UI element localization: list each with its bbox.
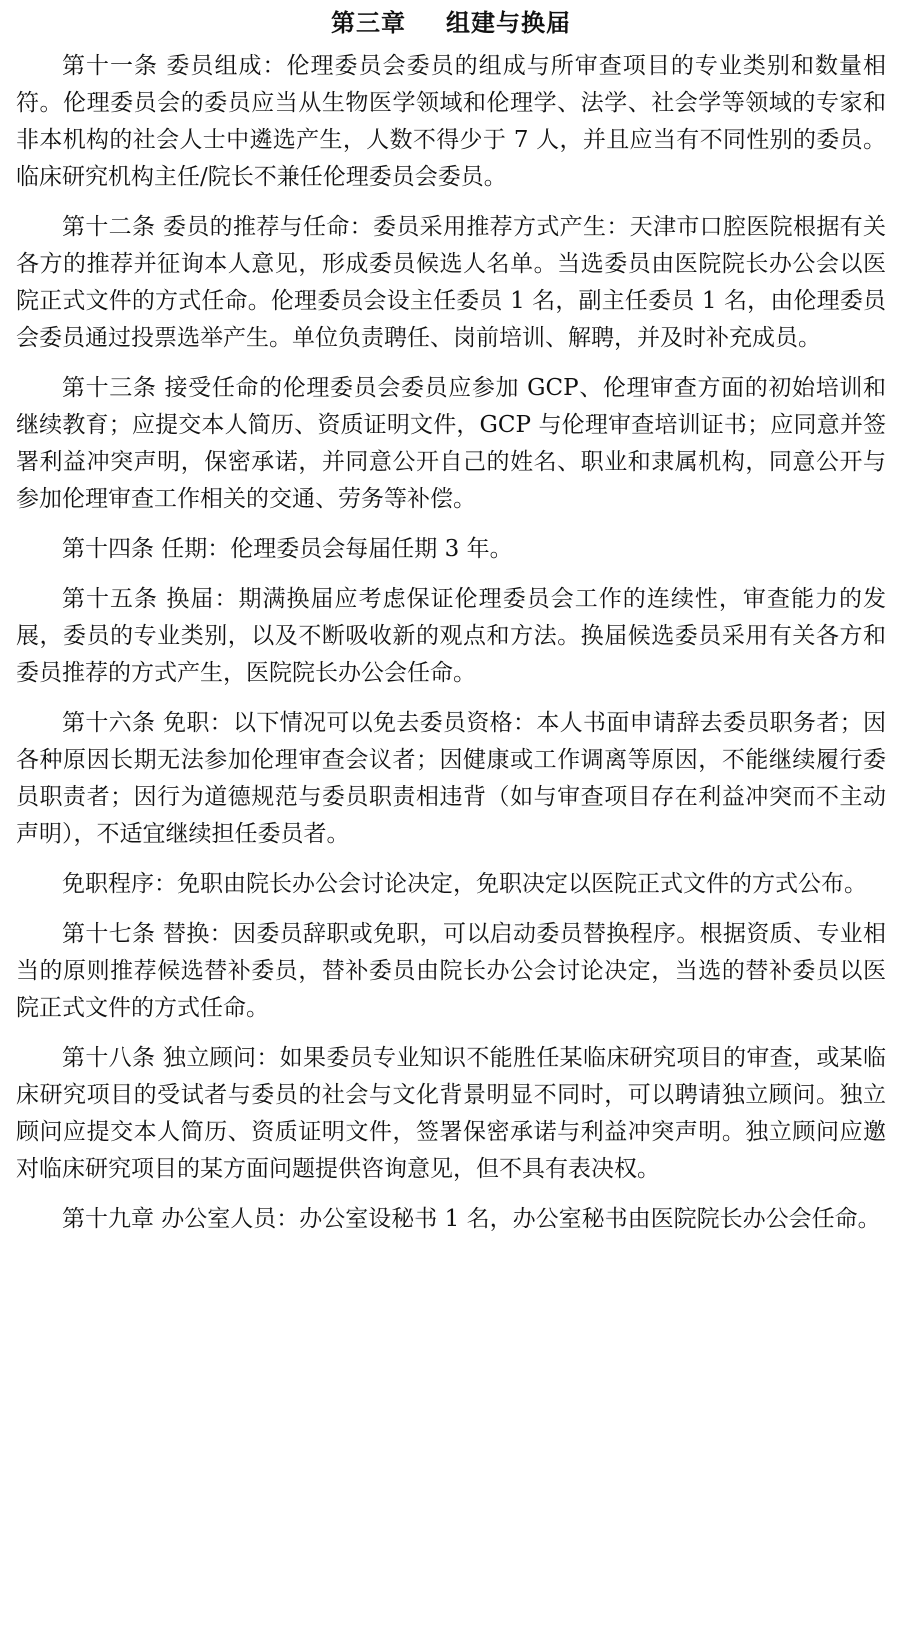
chapter-number: 第三章: [331, 8, 406, 37]
article-11: 第十一条 委员组成：伦理委员会委员的组成与所审查项目的专业类别和数量相符。伦理委员会的委员应当从生物医学领域和伦理学、法学、社会学等领域的专家和非本机构的社会人士中遴选产生，人数不得少于 7 人，并且应当有不同性别的委员。临床研究机构主任/院长不兼任伦理委员会委员。: [16, 53, 886, 190]
dismissal-procedure: 免职程序：免职由院长办公会讨论决定，免职决定以医院正式文件的方式公布。: [62, 871, 867, 897]
chapter-name: 组建与换届: [446, 8, 571, 37]
article-14: 第十四条 任期：伦理委员会每届任期 3 年。: [62, 536, 513, 562]
article-15: 第十五条 换届：期满换届应考虑保证伦理委员会工作的连续性，审查能力的发展，委员的专业类别，以及不断吸收新的观点和方法。换届候选委员采用有关各方和委员推荐的方式产生，医院院长办公会任命。: [16, 586, 886, 686]
article-17: 第十七条 替换：因委员辞职或免职，可以启动委员替换程序。根据资质、专业相当的原则推荐候选替补委员，替补委员由院长办公会讨论决定，当选的替补委员以医院正式文件的方式任命。: [16, 921, 886, 1021]
chapter-title: [16, 6, 886, 40]
article-19: 第十九章 办公室人员：办公室设秘书 1 名，办公室秘书由医院院长办公会任命。: [62, 1206, 881, 1232]
article-12: 第十二条 委员的推荐与任命：委员采用推荐方式产生：天津市口腔医院根据有关各方的推荐并征询本人意见，形成委员候选人名单。当选委员由医院院长办公会以医院正式文件的方式任命。伦理委员会设主任委员 1 名，副主任委员 1 名，由伦理委员会委员通过投票选举产生。单位负责聘任、岗前培训、解聘，并及时补充成员。: [16, 214, 886, 351]
article-13: 第十三条 接受任命的伦理委员会委员应参加 GCP、伦理审查方面的初始培训和继续教育；应提交本人简历、资质证明文件，GCP 与伦理审查培训证书；应同意并签署利益冲突声明，保密承诺，并同意公开自己的姓名、职业和隶属机构，同意公开与参加伦理审查工作相关的交通、劳务等补偿。: [16, 375, 886, 512]
article-16: 第十六条 免职：以下情况可以免去委员资格：本人书面申请辞去委员职务者；因各种原因长期无法参加伦理审查会议者；因健康或工作调离等原因，不能继续履行委员职责者；因行为道德规范与委员职责相违背（如与审查项目存在利益冲突而不主动声明），不适宜继续担任委员者。: [16, 710, 886, 847]
article-18: 第十八条 独立顾问：如果委员专业知识不能胜任某临床研究项目的审查，或某临床研究项目的受试者与委员的社会与文化背景明显不同时，可以聘请独立顾问。独立顾问应提交本人简历、资质证明文件，签署保密承诺与利益冲突声明。独立顾问应邀对临床研究项目的某方面问题提供咨询意见，但不具有表决权。: [16, 1045, 886, 1182]
